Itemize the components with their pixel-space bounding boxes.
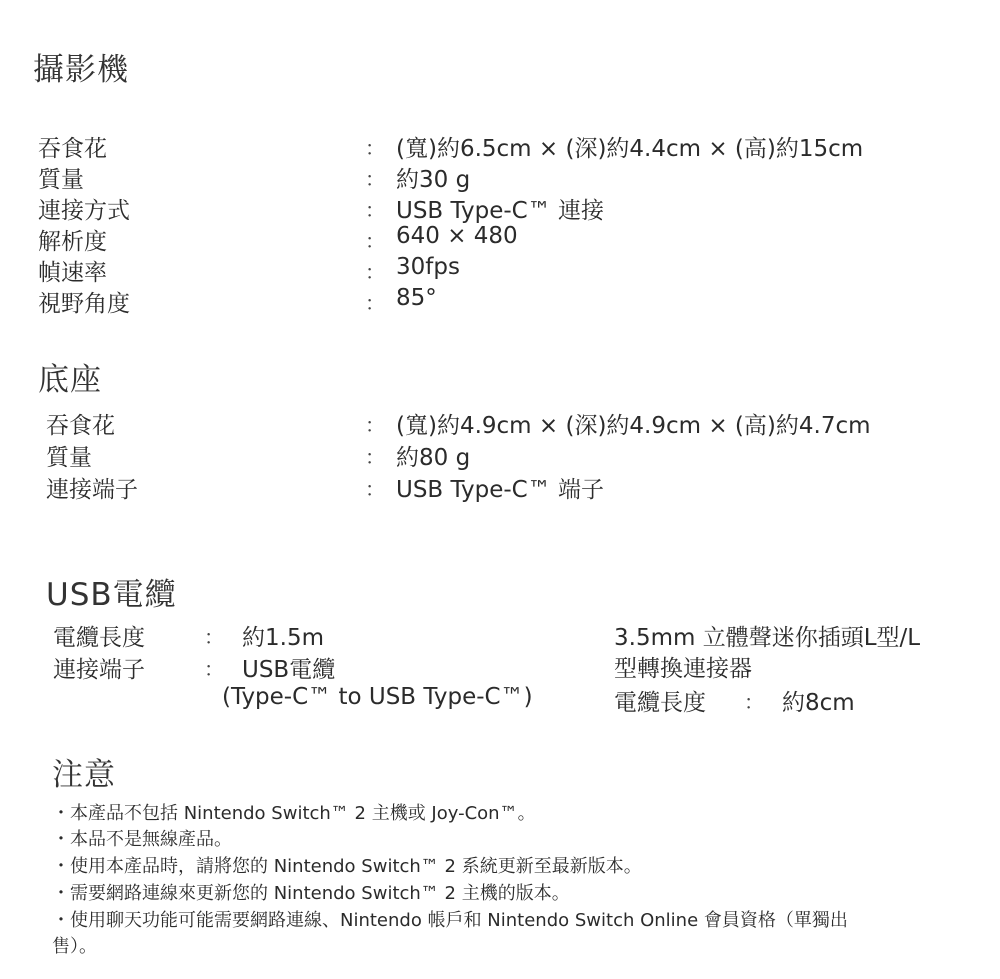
base-label-port: 連接端子	[46, 477, 138, 503]
colon: ：	[365, 413, 385, 437]
base-label-mass: 質量	[46, 445, 92, 471]
camera-label-mass: 質量	[38, 167, 84, 193]
cable-value-port-detail: (Type-C™ to USB Type-C™)	[222, 684, 533, 710]
colon: ：	[365, 229, 385, 253]
notes-section-title: 注意	[52, 757, 116, 793]
camera-label-dimensions: 吞食花	[38, 136, 107, 162]
camera-value-framerate: 30fps	[396, 254, 460, 280]
camera-value-resolution: 640 × 480	[396, 223, 518, 249]
colon: ：	[365, 445, 385, 469]
adapter-title-line2: 型轉換連接器	[614, 656, 752, 682]
camera-value-connection: USB Type-C™ 連接	[396, 198, 605, 224]
camera-label-framerate: 幀速率	[38, 260, 107, 286]
colon: ：	[365, 260, 385, 284]
base-label-dimensions: 吞食花	[46, 413, 115, 439]
base-section-title: 底座	[38, 362, 102, 398]
camera-label-connection: 連接方式	[38, 198, 130, 224]
note-item: ・使用聊天功能可能需要網路連線、Nintendo 帳戶和 Nintendo Switch Online 會員資格（單獨出	[52, 910, 848, 931]
colon: ：	[365, 198, 385, 222]
colon: ：	[204, 625, 224, 649]
cable-value-port: USB電纜	[242, 657, 336, 683]
note-item: ・本產品不包括 Nintendo Switch™ 2 主機或 Joy-Con™。	[52, 803, 536, 824]
colon: ：	[365, 167, 385, 191]
camera-label-resolution: 解析度	[38, 229, 107, 255]
camera-value-mass: 約30 g	[396, 167, 471, 193]
camera-value-dimensions: (寬)約6.5cm × (深)約4.4cm × (高)約15cm	[396, 136, 864, 162]
adapter-label-length: 電纜長度	[614, 690, 706, 716]
colon: ：	[204, 657, 224, 681]
base-value-port: USB Type-C™ 端子	[396, 477, 605, 503]
note-item: ・需要網路連線來更新您的 Nintendo Switch™ 2 主機的版本。	[52, 883, 570, 904]
colon: ：	[365, 136, 385, 160]
note-item-continuation: 售）。	[52, 936, 97, 957]
colon: ：	[744, 690, 764, 714]
colon: ：	[365, 477, 385, 501]
cable-section-title: USB電纜	[46, 577, 177, 613]
base-value-mass: 約80 g	[396, 445, 471, 471]
base-value-dimensions: (寬)約4.9cm × (深)約4.9cm × (高)約4.7cm	[396, 413, 871, 439]
cable-label-port: 連接端子	[53, 657, 145, 683]
note-item: ・本品不是無線產品。	[52, 829, 232, 850]
adapter-value-length: 約8cm	[782, 690, 855, 716]
cable-value-length: 約1.5m	[242, 625, 324, 651]
camera-section-title: 攝影機	[33, 52, 129, 88]
camera-label-fov: 視野角度	[38, 291, 130, 317]
colon: ：	[365, 291, 385, 315]
cable-label-length: 電纜長度	[53, 625, 145, 651]
camera-value-fov: 85°	[396, 285, 437, 311]
adapter-title-line1: 3.5mm 立體聲迷你插頭L型/L	[614, 625, 921, 651]
note-item: ・使用本產品時，請將您的 Nintendo Switch™ 2 系統更新至最新版本。	[52, 856, 642, 877]
